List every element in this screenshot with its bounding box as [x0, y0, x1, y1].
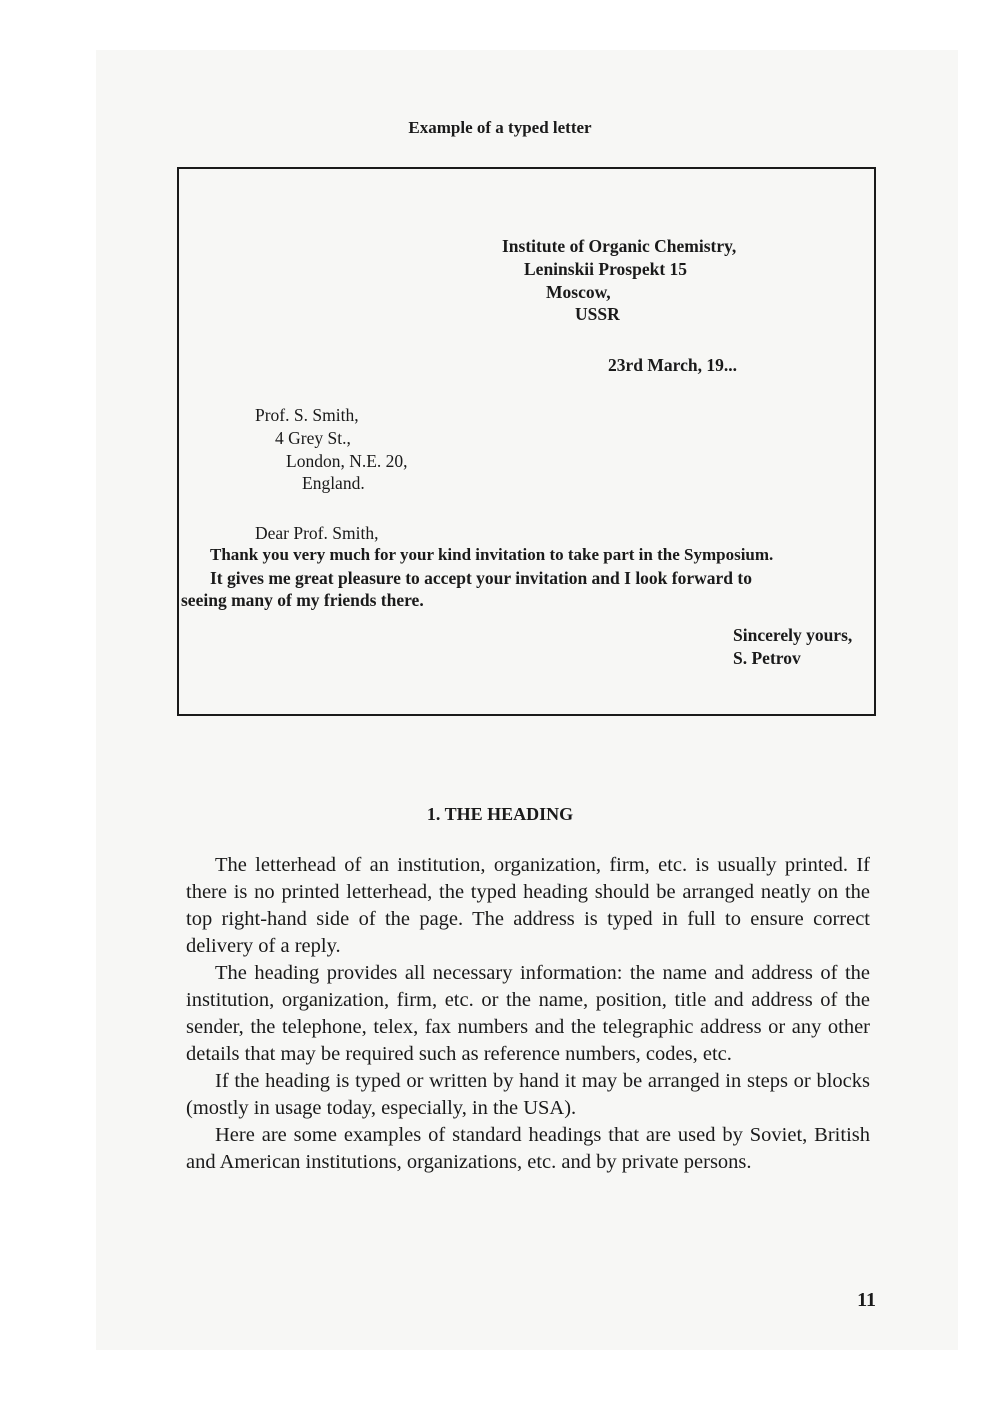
section-heading: 1. THE HEADING [426, 804, 574, 824]
letter-body-line: seeing many of my friends there. [181, 590, 424, 610]
page-number: 11 [857, 1289, 876, 1311]
recipient-address-line: England. [302, 473, 365, 493]
recipient-address-line: Prof. S. Smith, [255, 405, 359, 425]
body-paragraph: The heading provides all necessary information: the name and address of the institution, organization, firm, etc. or the name, position, title and address of the sender, the telephone, telex, fax numbers and the telegraphic address or any other details that may be required such as reference numbers, codes, etc. [186, 962, 870, 1065]
sender-address-line: Moscow, [546, 282, 611, 302]
typed-letter-example [177, 167, 876, 716]
letter-salutation: Dear Prof. Smith, [255, 523, 379, 543]
letter-body-line: It gives me great pleasure to accept your invitation and I look forward to [210, 568, 752, 588]
recipient-address-line: 4 Grey St., [275, 428, 351, 448]
recipient-address-line: London, N.E. 20, [286, 451, 408, 471]
letter-closing: Sincerely yours, [733, 625, 853, 645]
body-paragraph: If the heading is typed or written by hand it may be arranged in steps or blocks (mostly in usage today, especially, in the USA). [186, 1070, 870, 1119]
letter-date: 23rd March, 19... [608, 355, 737, 375]
body-paragraph: The letterhead of an institution, organization, firm, etc. is usually printed. If there is no printed letterhead, the typed heading should be arranged neatly on the top right-hand side of the page. The address is typed in full to ensure correct delivery of a reply. [186, 854, 870, 957]
sender-address-line: USSR [575, 304, 620, 324]
figure-caption: Example of a typed letter [408, 118, 592, 137]
section-body [186, 852, 870, 1176]
body-paragraph: Here are some examples of standard headings that are used by Soviet, British and American institutions, organizations, etc. and by private persons. [186, 1124, 870, 1173]
letter-signature: S. Petrov [733, 648, 801, 668]
letter-body-line: Thank you very much for your kind invitation to take part in the Symposium. [210, 545, 774, 564]
sender-address-line: Institute of Organic Chemistry, [502, 236, 737, 256]
sender-address-line: Leninskii Prospekt 15 [524, 259, 688, 279]
